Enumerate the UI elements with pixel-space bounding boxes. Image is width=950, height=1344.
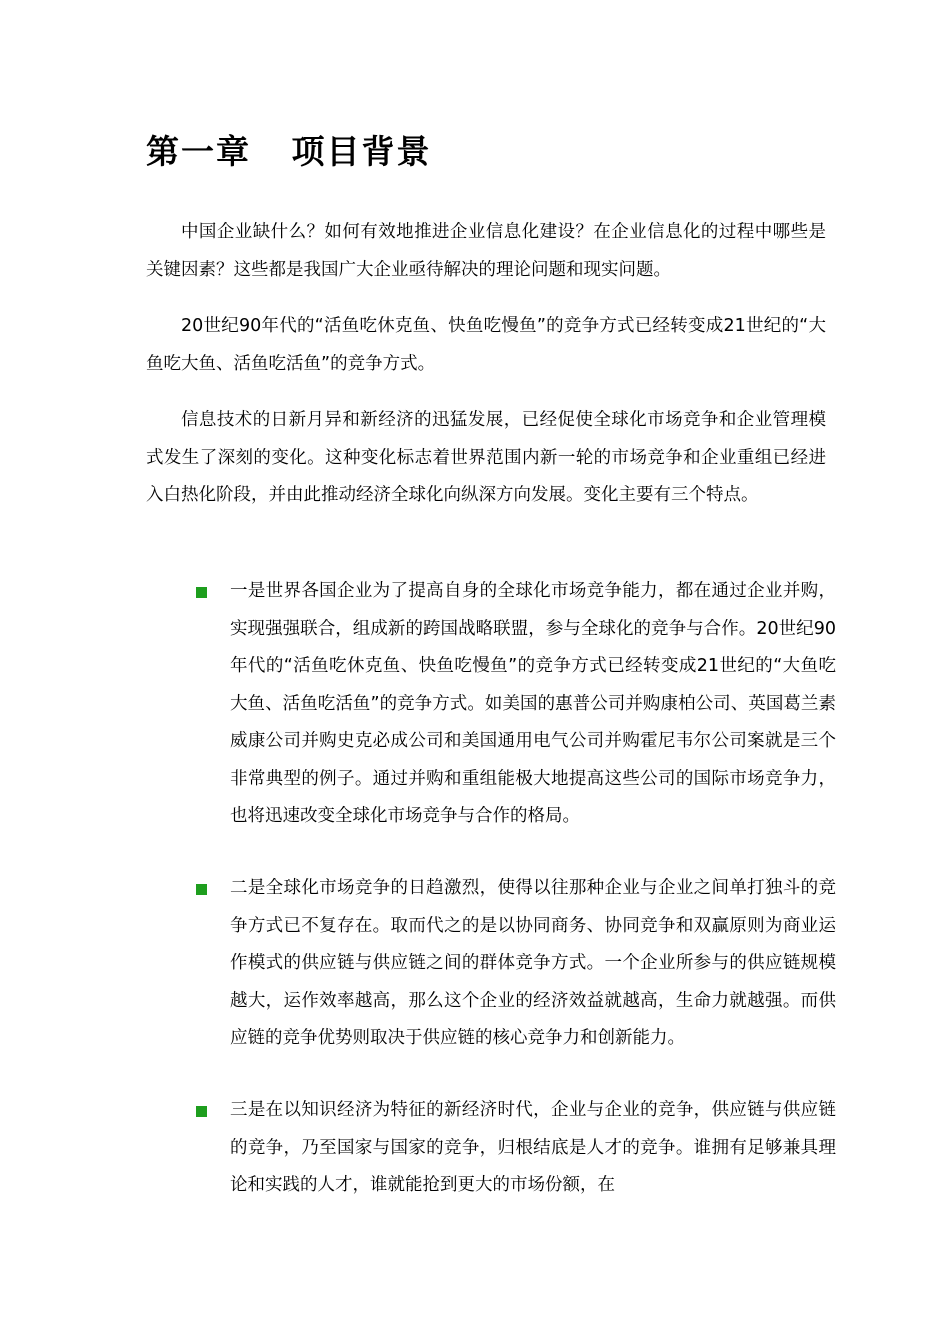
bullet-item-second <box>196 870 836 1058</box>
green-square-bullet-icon <box>196 1106 207 1117</box>
bullet-text: 三是在以知识经济为特征的新经济时代，企业与企业的竞争，供应链与供应链的竞争，乃至国家与国家的竞争，归根结底是人才的竞争。谁拥有足够兼具理论和实践的人才，谁就能抢到更大的市场份额，在 <box>230 1100 836 1195</box>
intro-paragraph: 中国企业缺什么？如何有效地推进企业信息化建设？在企业信息化的过程中哪些是关键因素？这些都是我国广大企业亟待解决的理论问题和现实问题。 <box>146 222 826 280</box>
bullet-item-first <box>196 573 836 836</box>
bullet-item-third <box>196 1092 836 1205</box>
bullet-text: 一是世界各国企业为了提高自身的全球化市场竞争能力，都在通过企业并购，实现强强联合，组成新的跨国战略联盟，参与全球化的竞争与合作。20世纪90年代的“活鱼吃休克鱼、快鱼吃慢鱼”的竞争方式已经转变成21世纪的“大鱼吃大鱼、活鱼吃活鱼”的竞争方式。如美国的惠普公司并购康柏公司、英国葛兰素威康公司并购史克必成公司和美国通用电气公司并购霍尼韦尔公司案就是三个非常典型的例子。通过并购和重组能极大地提高这些公司的国际市场竞争力，也将迅速改变全球化市场竞争与合作的格局。 <box>230 581 836 826</box>
it-development-paragraph: 信息技术的日新月异和新经济的迅猛发展，已经促使全球化市场竞争和企业管理模式发生了深刻的变化。这种变化标志着世界范围内新一轮的市场竞争和企业重组已经进入白热化阶段，并由此推动经济全球化向纵深方向发展。变化主要有三个特点。 <box>146 410 826 505</box>
green-square-bullet-icon <box>196 587 207 598</box>
green-square-bullet-icon <box>196 884 207 895</box>
chapter-title: 第一章 项目背景 <box>146 132 432 171</box>
bullet-text: 二是全球化市场竞争的日趋激烈，使得以往那种企业与企业之间单打独斗的竞争方式已不复存在。取而代之的是以协同商务、协同竞争和双赢原则为商业运作模式的供应链与供应链之间的群体竞争方式。一个企业所参与的供应链规模越大，运作效率越高，那么这个企业的经济效益就越高，生命力就越强。而供应链的竞争优势则取决于供应链的核心竞争力和创新能力。 <box>230 878 836 1048</box>
competition-paragraph: 20世纪90年代的“活鱼吃休克鱼、快鱼吃慢鱼”的竞争方式已经转变成21世纪的“大鱼吃大鱼、活鱼吃活鱼”的竞争方式。 <box>146 316 826 374</box>
